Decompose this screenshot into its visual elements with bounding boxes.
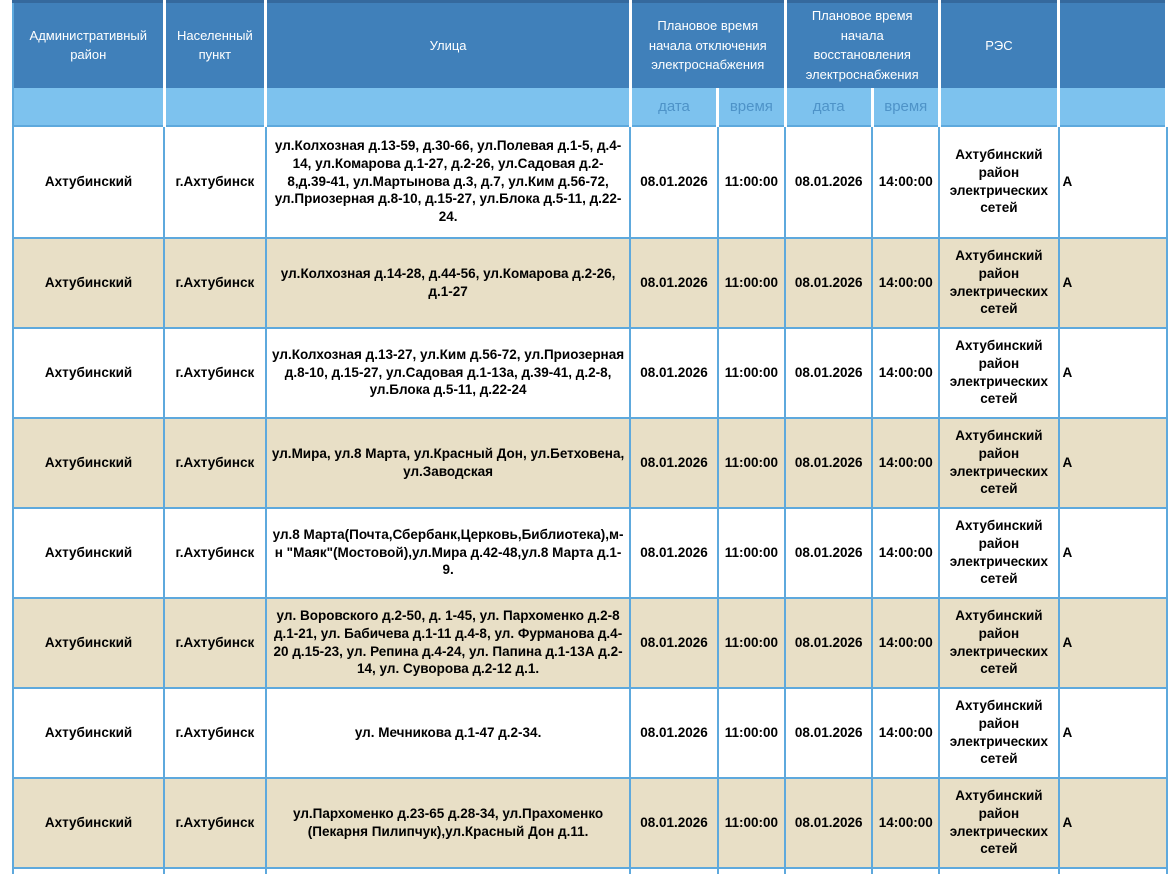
cell-outage-date: 08.01.2026 <box>630 418 717 508</box>
cell-res: Ахтубинский район электрических сетей <box>939 778 1058 868</box>
cell-streets: ул. Мечникова д.1-47 д.2-34. <box>266 688 631 778</box>
header-restore-start: Плановое время начала восстановления электроснабжения <box>785 2 939 88</box>
cell-settlement: г.Ахтубинск <box>164 688 266 778</box>
subheader-settlement-empty <box>164 88 266 126</box>
cell-res <box>939 868 1058 874</box>
cell-restore-date: 08.01.2026 <box>785 688 872 778</box>
cell-settlement: г.Ахтубинск <box>164 598 266 688</box>
cell-streets: ул.8 Марта(Почта,Сбербанк,Церковь,Библиотека),м-н "Маяк"(Мостовой),ул.Мира д.42-48,ул.8 Марта д.1-9. <box>266 508 631 598</box>
cell-restore-date <box>785 868 872 874</box>
cell-district: Ахтубинский <box>13 238 164 328</box>
cell-streets <box>266 868 631 874</box>
header-street: Улица <box>266 2 631 88</box>
cell-outage-time <box>718 868 786 874</box>
header-res: РЭС <box>939 2 1058 88</box>
cell-restore-time <box>872 868 939 874</box>
subheader-outage-time: время <box>718 88 786 126</box>
cell-outage-time: 11:00:00 <box>718 778 786 868</box>
cell-settlement: г.Ахтубинск <box>164 126 266 238</box>
cell-res: Ахтубинский район электрических сетей <box>939 418 1058 508</box>
subheader-street-empty <box>266 88 631 126</box>
cell-settlement <box>164 868 266 874</box>
cell-outage-date: 08.01.2026 <box>630 126 717 238</box>
cell-district: Ахтубинский <box>13 328 164 418</box>
cell-streets: ул.Колхозная д.14-28, д.44-56, ул.Комарова д.2-26, д.1-27 <box>266 238 631 328</box>
subheader-restore-date: дата <box>785 88 872 126</box>
cell-res: Ахтубинский район электрических сетей <box>939 126 1058 238</box>
cell-outage-time: 11:00:00 <box>718 238 786 328</box>
cell-district <box>13 868 164 874</box>
table-row <box>13 126 1167 238</box>
cell-streets: ул. Воровского д.2-50, д. 1-45, ул. Пархоменко д.2-8 д.1-21, ул. Бабичева д.1-11 д.4-8, ул. Фурманова д.4-20 д.15-23, ул. Репина д.4-24, ул. Папина д.1-13А д.2-14, ул. Суворова д.2-12 д.1. <box>266 598 631 688</box>
cell-outage-date: 08.01.2026 <box>630 238 717 328</box>
cell-restore-time: 14:00:00 <box>872 328 939 418</box>
table-row <box>13 508 1167 598</box>
cell-restore-time: 14:00:00 <box>872 238 939 328</box>
cell-restore-time: 14:00:00 <box>872 778 939 868</box>
cell-res: Ахтубинский район электрических сетей <box>939 688 1058 778</box>
cell-settlement: г.Ахтубинск <box>164 508 266 598</box>
cell-next-partial: А <box>1059 598 1167 688</box>
cell-outage-time: 11:00:00 <box>718 688 786 778</box>
subheader-restore-time: время <box>872 88 939 126</box>
table-row <box>13 598 1167 688</box>
cell-outage-time: 11:00:00 <box>718 418 786 508</box>
cell-settlement: г.Ахтубинск <box>164 778 266 868</box>
cell-district: Ахтубинский <box>13 688 164 778</box>
subheader-row <box>13 88 1167 126</box>
cell-next-partial: А <box>1059 328 1167 418</box>
header-next-partial <box>1059 2 1167 88</box>
cell-outage-date: 08.01.2026 <box>630 508 717 598</box>
table-row <box>13 328 1167 418</box>
cell-next-partial: А <box>1059 778 1167 868</box>
cell-district: Ахтубинский <box>13 418 164 508</box>
cell-streets: ул.Колхозная д.13-27, ул.Ким д.56-72, ул.Приозерная д.8-10, д.15-27, ул.Садовая д.1-13а, д.39-41, д.2-8, ул.Блока д.5-11, д.22-24 <box>266 328 631 418</box>
cell-next-partial: А <box>1059 508 1167 598</box>
cell-next-partial <box>1059 868 1167 874</box>
cell-settlement: г.Ахтубинск <box>164 238 266 328</box>
header-settlement: Населенный пункт <box>164 2 266 88</box>
cell-restore-time: 14:00:00 <box>872 126 939 238</box>
cell-outage-time: 11:00:00 <box>718 598 786 688</box>
table-row <box>13 778 1167 868</box>
subheader-outage-date: дата <box>630 88 717 126</box>
subheader-next-empty <box>1059 88 1167 126</box>
cell-next-partial: А <box>1059 238 1167 328</box>
outage-schedule-table <box>12 0 1168 874</box>
cell-restore-date: 08.01.2026 <box>785 126 872 238</box>
cell-restore-date: 08.01.2026 <box>785 598 872 688</box>
table-row <box>13 418 1167 508</box>
cell-restore-time: 14:00:00 <box>872 418 939 508</box>
cell-restore-time: 14:00:00 <box>872 508 939 598</box>
cell-restore-date: 08.01.2026 <box>785 508 872 598</box>
subheader-district-empty <box>13 88 164 126</box>
cell-restore-date: 08.01.2026 <box>785 778 872 868</box>
cell-restore-date: 08.01.2026 <box>785 418 872 508</box>
cell-outage-date: 08.01.2026 <box>630 598 717 688</box>
cell-res: Ахтубинский район электрических сетей <box>939 508 1058 598</box>
cell-district: Ахтубинский <box>13 598 164 688</box>
cell-outage-date: 08.01.2026 <box>630 328 717 418</box>
cell-streets: ул.Мира, ул.8 Марта, ул.Красный Дон, ул.Бетховена, ул.Заводская <box>266 418 631 508</box>
header-outage-start: Плановое время начала отключения электроснабжения <box>630 2 785 88</box>
cell-settlement: г.Ахтубинск <box>164 328 266 418</box>
cell-res: Ахтубинский район электрических сетей <box>939 328 1058 418</box>
cell-settlement: г.Ахтубинск <box>164 418 266 508</box>
table-row <box>13 868 1167 874</box>
cell-district: Ахтубинский <box>13 126 164 238</box>
table-header <box>13 2 1167 126</box>
cell-outage-time: 11:00:00 <box>718 508 786 598</box>
cell-outage-date: 08.01.2026 <box>630 778 717 868</box>
cell-outage-time: 11:00:00 <box>718 328 786 418</box>
table-row <box>13 688 1167 778</box>
cell-restore-date: 08.01.2026 <box>785 238 872 328</box>
cell-streets: ул.Колхозная д.13-59, д.30-66, ул.Полевая д.1-5, д.4-14, ул.Комарова д.1-27, д.2-26, ул.Садовая д.2-8,д.39-41, ул.Мартынова д.3, д.7, ул.Ким д.56-72, ул.Приозерная д.8-10, д.15-27, ул.Блока д.5-11, д.22-24. <box>266 126 631 238</box>
cell-res: Ахтубинский район электрических сетей <box>939 598 1058 688</box>
header-row <box>13 2 1167 88</box>
cell-streets: ул.Пархоменко д.23-65 д.28-34, ул.Прахоменко (Пекарня Пилипчук),ул.Красный Дон д.11. <box>266 778 631 868</box>
cell-district: Ахтубинский <box>13 508 164 598</box>
cell-next-partial: А <box>1059 688 1167 778</box>
cell-outage-time: 11:00:00 <box>718 126 786 238</box>
header-district: Административный район <box>13 2 164 88</box>
cell-next-partial: А <box>1059 418 1167 508</box>
cell-res: Ахтубинский район электрических сетей <box>939 238 1058 328</box>
table-body <box>13 126 1167 874</box>
cell-restore-time: 14:00:00 <box>872 598 939 688</box>
cell-next-partial: А <box>1059 126 1167 238</box>
cell-district: Ахтубинский <box>13 778 164 868</box>
cell-outage-date <box>630 868 717 874</box>
cell-outage-date: 08.01.2026 <box>630 688 717 778</box>
subheader-res-empty <box>939 88 1058 126</box>
table-row <box>13 238 1167 328</box>
cell-restore-date: 08.01.2026 <box>785 328 872 418</box>
cell-restore-time: 14:00:00 <box>872 688 939 778</box>
